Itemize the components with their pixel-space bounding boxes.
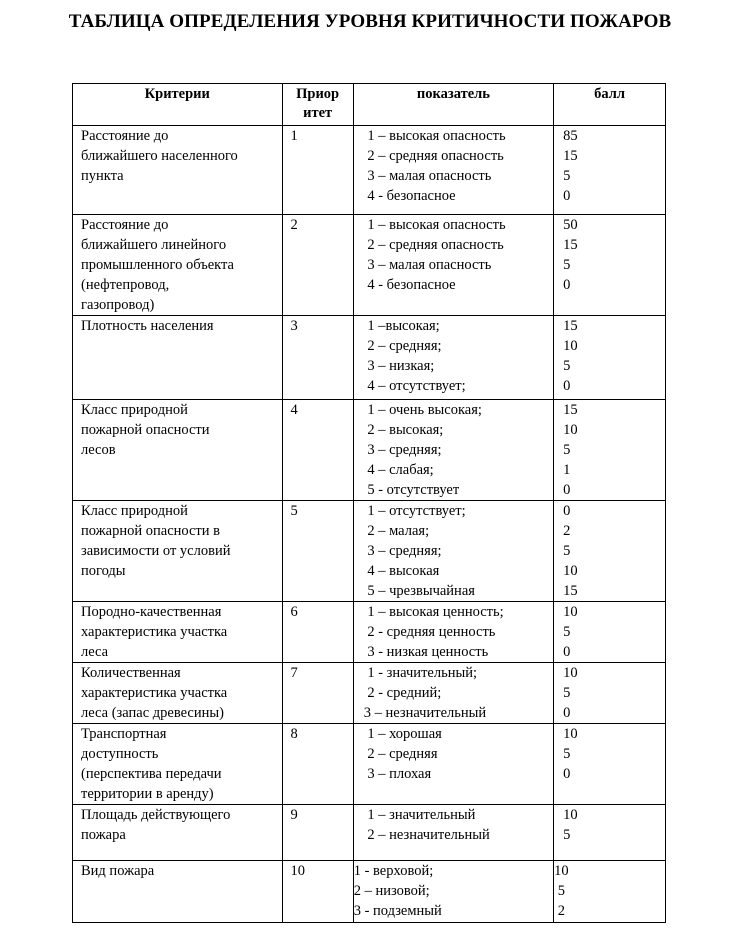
priority-cell <box>282 663 353 724</box>
indicator-text: 2 - средняя ценность <box>363 624 496 640</box>
table-body <box>73 126 666 923</box>
indicator-text: 4 - безопасное <box>363 188 456 204</box>
indicator-text: 4 - безопасное <box>363 277 456 293</box>
criteria-text: Количественная <box>81 665 181 681</box>
score-value: 5 <box>563 257 571 273</box>
criteria-cell <box>73 126 283 215</box>
table-row <box>73 861 666 923</box>
score-value: 5 <box>563 358 571 374</box>
criteria-text: Площадь действующего <box>81 807 231 823</box>
score-cell <box>554 501 666 602</box>
score-value: 5 <box>554 883 565 899</box>
indicator-text: 2 – средняя опасность <box>363 148 504 164</box>
priority-value: 3 <box>290 318 298 334</box>
header-indicator <box>353 84 553 126</box>
criteria-text: Расстояние до <box>81 128 169 144</box>
indicator-text: 1 - значительный; <box>363 665 477 681</box>
priority-cell <box>282 501 353 602</box>
indicator-text: 2 - средний; <box>363 685 442 701</box>
table-row <box>73 215 666 316</box>
indicator-text: 3 – малая опасность <box>363 168 492 184</box>
score-value: 5 <box>563 685 571 701</box>
indicator-text: 3 - низкая ценность <box>363 644 489 660</box>
table-row <box>73 602 666 663</box>
indicator-cell <box>353 805 553 861</box>
score-cell <box>554 126 666 215</box>
criteria-text: леса (запас древесины) <box>81 705 224 721</box>
criteria-cell <box>73 215 283 316</box>
score-value: 5 <box>563 624 571 640</box>
header-indicator-label: показатель <box>416 86 490 102</box>
score-value: 10 <box>563 338 578 354</box>
header-priority-line2: итет <box>303 105 333 121</box>
indicator-text: 1 –высокая; <box>363 318 440 334</box>
priority-cell <box>282 126 353 215</box>
criteria-text: Класс природной <box>81 503 188 519</box>
header-criteria-label: Критерии <box>144 86 210 102</box>
criteria-text: зависимости от условий <box>81 543 231 559</box>
indicator-text: 1 – хорошая <box>363 726 442 742</box>
criteria-text: ближайшего линейного <box>81 237 227 253</box>
table-row <box>73 501 666 602</box>
indicator-text: 3 – средняя; <box>363 442 442 458</box>
indicator-text: 4 – слабая; <box>363 462 434 478</box>
indicator-text: 1 – отсутствует; <box>363 503 466 519</box>
indicator-cell <box>353 663 553 724</box>
indicator-text: 1 – очень высокая; <box>363 402 482 418</box>
indicator-text: 2 – средняя; <box>363 338 442 354</box>
score-value: 85 <box>563 128 578 144</box>
score-cell <box>554 316 666 400</box>
indicator-cell <box>353 602 553 663</box>
indicator-text: 3 – низкая; <box>363 358 435 374</box>
indicator-text: 2 – низовой; <box>353 883 430 899</box>
criteria-text: газопровод) <box>81 297 155 313</box>
indicator-text: 3 – средняя; <box>363 543 442 559</box>
table-row <box>73 400 666 501</box>
criteria-text: лесов <box>81 442 116 458</box>
table-row <box>73 316 666 400</box>
score-value: 10 <box>563 604 578 620</box>
header-score-label: балл <box>594 86 625 102</box>
indicator-cell <box>353 126 553 215</box>
priority-value: 4 <box>290 402 298 418</box>
score-cell <box>554 400 666 501</box>
score-value: 2 <box>563 523 571 539</box>
score-value: 10 <box>563 422 578 438</box>
indicator-text: 1 – высокая опасность <box>363 128 506 144</box>
indicator-cell <box>353 724 553 805</box>
priority-value: 6 <box>290 604 298 620</box>
indicator-text: 3 – малая опасность <box>363 257 492 273</box>
criteria-text: пункта <box>81 168 124 184</box>
header-score <box>554 84 666 126</box>
score-value: 5 <box>563 827 571 843</box>
score-value: 0 <box>563 705 571 721</box>
criteria-cell <box>73 805 283 861</box>
criteria-cell <box>73 602 283 663</box>
priority-value: 10 <box>290 863 306 879</box>
indicator-text: 1 – высокая ценность; <box>363 604 504 620</box>
indicator-cell <box>353 400 553 501</box>
score-cell <box>554 663 666 724</box>
criticality-table <box>72 83 666 923</box>
criteria-text: ближайшего населенного <box>81 148 238 164</box>
criteria-cell <box>73 501 283 602</box>
priority-cell <box>282 805 353 861</box>
indicator-text: 1 - верховой; <box>353 863 434 879</box>
criteria-text: характеристика участка <box>81 624 228 640</box>
score-value: 50 <box>563 217 578 233</box>
score-cell <box>554 805 666 861</box>
indicator-text: 3 – плохая <box>363 766 432 782</box>
score-value: 0 <box>563 503 571 519</box>
score-value: 0 <box>563 644 571 660</box>
score-cell <box>554 724 666 805</box>
criteria-text: пожарной опасности <box>81 422 210 438</box>
criteria-text: леса <box>81 644 109 660</box>
score-value: 0 <box>563 482 571 498</box>
score-value: 15 <box>563 148 578 164</box>
header-priority-line1: Приор <box>296 86 340 102</box>
indicator-text: 2 – средняя <box>363 746 438 762</box>
table-header-row <box>73 84 666 126</box>
score-value: 15 <box>563 318 578 334</box>
criteria-text: промышленного объекта <box>81 257 234 273</box>
score-value: 10 <box>554 863 569 879</box>
indicator-cell <box>353 861 553 923</box>
criteria-text: погоды <box>81 563 126 579</box>
indicator-cell <box>353 501 553 602</box>
indicator-text: 5 - отсутствует <box>363 482 460 498</box>
criteria-text: Транспортная <box>81 726 167 742</box>
score-value: 15 <box>563 583 578 599</box>
criteria-text: Расстояние до <box>81 217 169 233</box>
score-value: 10 <box>563 807 578 823</box>
priority-value: 7 <box>290 665 298 681</box>
criteria-text: территории в аренду) <box>81 786 214 802</box>
score-value: 10 <box>563 726 578 742</box>
score-value: 0 <box>563 378 571 394</box>
score-cell <box>554 602 666 663</box>
table-row <box>73 724 666 805</box>
priority-cell <box>282 724 353 805</box>
priority-value: 5 <box>290 503 298 519</box>
score-value: 0 <box>563 188 571 204</box>
page-title: ТАБЛИЦА ОПРЕДЕЛЕНИЯ УРОВНЯ КРИТИЧНОСТИ ПОЖАРОВ <box>68 11 672 32</box>
priority-cell <box>282 602 353 663</box>
criteria-text: характеристика участка <box>81 685 228 701</box>
table-row <box>73 805 666 861</box>
indicator-text: 2 – средняя опасность <box>363 237 504 253</box>
criteria-text: пожарной опасности в <box>81 523 221 539</box>
criteria-text: пожара <box>81 827 126 843</box>
score-value: 5 <box>563 168 571 184</box>
indicator-text: 4 – высокая <box>363 563 440 579</box>
priority-value: 9 <box>290 807 298 823</box>
criteria-text: Плотность населения <box>81 318 214 334</box>
priority-cell <box>282 861 353 923</box>
score-cell <box>554 861 666 923</box>
criteria-cell <box>73 861 283 923</box>
indicator-text: 2 – высокая; <box>363 422 444 438</box>
priority-value: 2 <box>290 217 298 233</box>
criteria-cell <box>73 316 283 400</box>
score-value: 15 <box>563 237 578 253</box>
header-criteria <box>73 84 283 126</box>
score-value: 5 <box>563 442 571 458</box>
score-value: 5 <box>563 746 571 762</box>
score-value: 15 <box>563 402 578 418</box>
score-value: 2 <box>554 903 565 919</box>
criteria-cell <box>73 663 283 724</box>
score-value: 10 <box>563 563 578 579</box>
priority-value: 8 <box>290 726 298 742</box>
indicator-text: 3 - подземный <box>353 903 442 919</box>
score-value: 10 <box>563 665 578 681</box>
criteria-text: Породно-качественная <box>81 604 222 620</box>
indicator-cell <box>353 215 553 316</box>
indicator-text: 1 – значительный <box>363 807 476 823</box>
score-value: 0 <box>563 766 571 782</box>
criteria-text: (нефтепровод, <box>81 277 170 293</box>
criteria-text: Вид пожара <box>81 863 155 879</box>
score-cell <box>554 215 666 316</box>
priority-cell <box>282 215 353 316</box>
indicator-text: 2 – малая; <box>363 523 430 539</box>
indicator-text: 2 – незначительный <box>363 827 490 843</box>
criteria-cell <box>73 400 283 501</box>
score-value: 5 <box>563 543 571 559</box>
score-value: 0 <box>563 277 571 293</box>
header-priority <box>282 84 353 126</box>
score-value: 1 <box>563 462 571 478</box>
criteria-cell <box>73 724 283 805</box>
criteria-text: Класс природной <box>81 402 188 418</box>
criteria-text: (перспектива передачи <box>81 766 222 782</box>
indicator-text: 3 – незначительный <box>363 705 487 721</box>
table-row <box>73 126 666 215</box>
indicator-cell <box>353 316 553 400</box>
indicator-text: 4 – отсутствует; <box>363 378 466 394</box>
indicator-text: 1 – высокая опасность <box>363 217 506 233</box>
table-row <box>73 663 666 724</box>
priority-cell <box>282 316 353 400</box>
priority-value: 1 <box>290 128 298 144</box>
criteria-text: доступность <box>81 746 159 762</box>
indicator-text: 5 – чрезвычайная <box>363 583 475 599</box>
priority-cell <box>282 400 353 501</box>
